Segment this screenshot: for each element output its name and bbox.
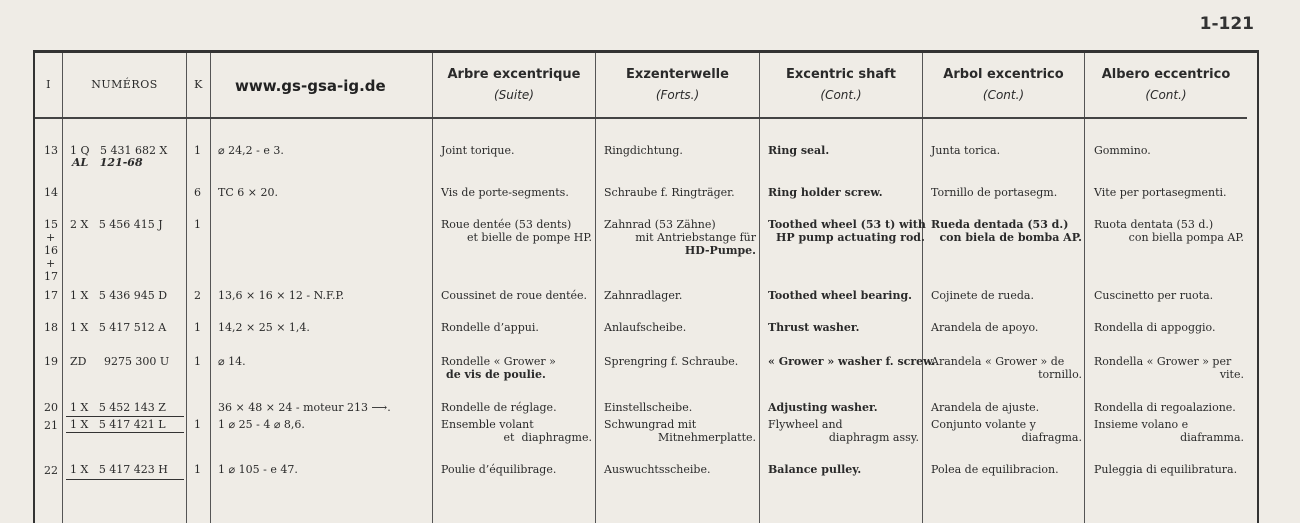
desc-spanish: Arandela de apoyo. (931, 321, 1039, 334)
desc-spanish: Conjunto volante y (931, 418, 1036, 431)
part-number-overline (66, 416, 184, 417)
desc-english: Toothed wheel bearing. (768, 289, 912, 302)
desc-french: Coussinet de roue dentée. (441, 289, 588, 302)
desc-italian: Rondella di appoggio. (1094, 321, 1216, 334)
row-index: 21 (44, 419, 58, 432)
part-number: 1 X 5 417 423 H (70, 463, 168, 476)
col-divider (759, 53, 760, 523)
part-number: 1 X 5 452 143 Z (70, 401, 166, 414)
row-index-extra: + (46, 231, 56, 244)
dimensions: 13,6 × 16 × 12 - N.F.P. (218, 289, 345, 302)
row-index: 13 (44, 144, 58, 157)
header-rule (35, 117, 1247, 119)
quantity: 6 (194, 186, 201, 199)
row-index-extra: 17 (44, 270, 58, 283)
desc-german-cont: HD-Pumpe. (684, 244, 756, 257)
header-german-sub: (Forts.) (655, 87, 700, 102)
header-numbers: NUMÉROS (91, 77, 158, 91)
header-index: I (46, 77, 51, 91)
desc-spanish: Cojinete de rueda. (931, 289, 1034, 302)
desc-italian: Rondella di regoalazione. (1094, 401, 1236, 414)
desc-german: Schwungrad mit (604, 418, 697, 431)
desc-french: Ensemble volant (441, 418, 534, 431)
desc-italian-cont: con biella pompa AP. (1128, 231, 1244, 244)
quantity: 2 (194, 289, 201, 302)
part-number-underline (66, 479, 184, 480)
desc-french: Joint torique. (441, 144, 515, 157)
desc-spanish-cont: tornillo. (1038, 368, 1082, 381)
dimensions: 1 ⌀ 25 - 4 ⌀ 8,6. (218, 418, 305, 431)
desc-german: Sprengring f. Schraube. (604, 355, 739, 368)
desc-german: Ringdichtung. (604, 144, 683, 157)
col-divider (432, 53, 433, 523)
desc-italian: Insieme volano e (1094, 418, 1189, 431)
desc-english: Ring holder screw. (768, 186, 883, 199)
desc-french: Vis de porte-segments. (441, 186, 569, 199)
desc-italian: Gommino. (1094, 144, 1151, 157)
dimensions: TC 6 × 20. (218, 186, 278, 199)
desc-english: Ring seal. (768, 144, 830, 157)
desc-german: Anlaufscheibe. (604, 321, 687, 334)
desc-german-cont: Mitnehmerplatte. (657, 431, 756, 444)
desc-italian: Puleggia di equilibratura. (1094, 463, 1238, 476)
header-english-sub: (Cont.) (820, 87, 862, 102)
header-french (433, 53, 595, 115)
desc-spanish: Arandela de ajuste. (931, 401, 1040, 414)
dimensions: ⌀ 14. (218, 355, 246, 368)
desc-english: Flywheel and (768, 418, 843, 431)
desc-italian: Ruota dentata (53 d.) (1094, 218, 1214, 231)
desc-english-cont: diaphragm assy. (828, 431, 919, 444)
desc-italian: Rondella « Grower » per (1094, 355, 1232, 368)
desc-german: Zahnrad (53 Zähne) (604, 218, 716, 231)
desc-french: Rondelle de réglage. (441, 401, 557, 414)
col-divider (1084, 53, 1085, 523)
row-index: 14 (44, 186, 58, 199)
desc-spanish: Junta torica. (931, 144, 1001, 157)
header-spanish-sub: (Cont.) (982, 87, 1025, 102)
desc-english: Adjusting washer. (768, 401, 878, 414)
header-english (760, 53, 922, 115)
col-divider (210, 53, 211, 523)
desc-english: Toothed wheel (53 t) with (768, 218, 926, 231)
desc-french-cont: et diaphragme. (503, 431, 592, 444)
row-index: 19 (44, 355, 58, 368)
quantity: 1 (194, 321, 201, 334)
header-english-title: Excentric shaft (786, 66, 896, 82)
row-index-extra: 16 (44, 244, 58, 257)
desc-french-cont: de vis de poulie. (446, 368, 546, 381)
desc-german: Auswuchtsscheibe. (604, 463, 711, 476)
quantity: 1 (194, 418, 201, 431)
quantity: 1 (194, 463, 201, 476)
quantity: 1 (194, 355, 201, 368)
desc-english: « Grower » washer f. screw. (768, 355, 936, 368)
dimensions: 14,2 × 25 × 1,4. (218, 321, 310, 334)
desc-italian-cont: diaframma. (1180, 431, 1244, 444)
header-spanish-title: Arbol excentrico (943, 66, 1064, 82)
row-index: 15 (44, 218, 58, 231)
header-german (596, 53, 759, 115)
website-watermark: www.gs-gsa-ig.de (235, 77, 386, 95)
desc-english: Balance pulley. (768, 463, 862, 476)
quantity: 1 (194, 144, 201, 157)
page-number: 1-121 (1199, 14, 1254, 34)
desc-german: Zahnradlager. (604, 289, 683, 302)
part-number: 2 X 5 456 415 J (70, 218, 163, 231)
desc-italian: Vite per portasegmenti. (1094, 186, 1227, 199)
part-number: 1 X 5 436 945 D (70, 289, 168, 302)
quantity: 1 (194, 218, 201, 231)
col-divider (186, 53, 187, 523)
desc-spanish: Arandela « Grower » de (931, 355, 1065, 368)
desc-english-cont: HP pump actuating rod. (776, 231, 925, 244)
desc-french: Roue dentée (53 dents) (441, 218, 572, 231)
desc-french: Poulie d’équilibrage. (441, 463, 557, 476)
header-french-title: Arbre excentrique (447, 66, 581, 82)
desc-spanish: Rueda dentada (53 d.) (931, 218, 1069, 231)
header-italian-sub: (Cont.) (1145, 87, 1187, 102)
part-note: AL 121-68 (72, 156, 143, 169)
part-number: ZD 9275 300 U (70, 355, 170, 368)
col-divider (922, 53, 923, 523)
dimensions: 36 × 48 × 24 - moteur 213 ⟶. (218, 401, 391, 414)
desc-english: Thrust washer. (768, 321, 860, 334)
desc-german: Einstellscheibe. (604, 401, 693, 414)
row-index: 17 (44, 289, 58, 302)
desc-spanish: Tornillo de portasegm. (931, 186, 1058, 199)
dimensions: ⌀ 24,2 - e 3. (218, 144, 284, 157)
header-italian-title: Albero eccentrico (1101, 66, 1231, 82)
part-number: 1 X 5 417 421 L (70, 418, 166, 431)
desc-italian: Cuscinetto per ruota. (1094, 289, 1214, 302)
header-german-title: Exzenterwelle (626, 66, 729, 82)
desc-german: Schraube f. Ringträger. (604, 186, 735, 199)
part-number: 1 Q 5 431 682 X (70, 144, 168, 157)
header-qty: K (194, 77, 203, 91)
header-italian (1085, 53, 1247, 115)
dimensions: 1 ⌀ 105 - e 47. (218, 463, 298, 476)
part-number-underline (66, 432, 184, 433)
desc-spanish: Polea de equilibracion. (931, 463, 1059, 476)
parts-table (33, 50, 1259, 523)
desc-french: Rondelle « Grower » (441, 355, 556, 368)
row-index: 18 (44, 321, 58, 334)
desc-spanish-cont: con biela de bomba AP. (939, 231, 1082, 244)
col-divider (62, 53, 63, 523)
row-index-extra: + (46, 257, 56, 270)
desc-spanish-cont: diafragma. (1021, 431, 1082, 444)
row-index: 20 (44, 401, 58, 414)
row-index: 22 (44, 464, 58, 477)
desc-italian-cont: vite. (1219, 368, 1244, 381)
part-number: 1 X 5 417 512 A (70, 321, 167, 334)
desc-german-cont: mit Antriebstange für (635, 231, 756, 244)
col-divider (595, 53, 596, 523)
header-french-sub: (Suite) (493, 87, 534, 102)
header-spanish (923, 53, 1084, 115)
desc-french: Rondelle d’appui. (441, 321, 539, 334)
desc-french-cont: et bielle de pompe HP. (467, 231, 592, 244)
